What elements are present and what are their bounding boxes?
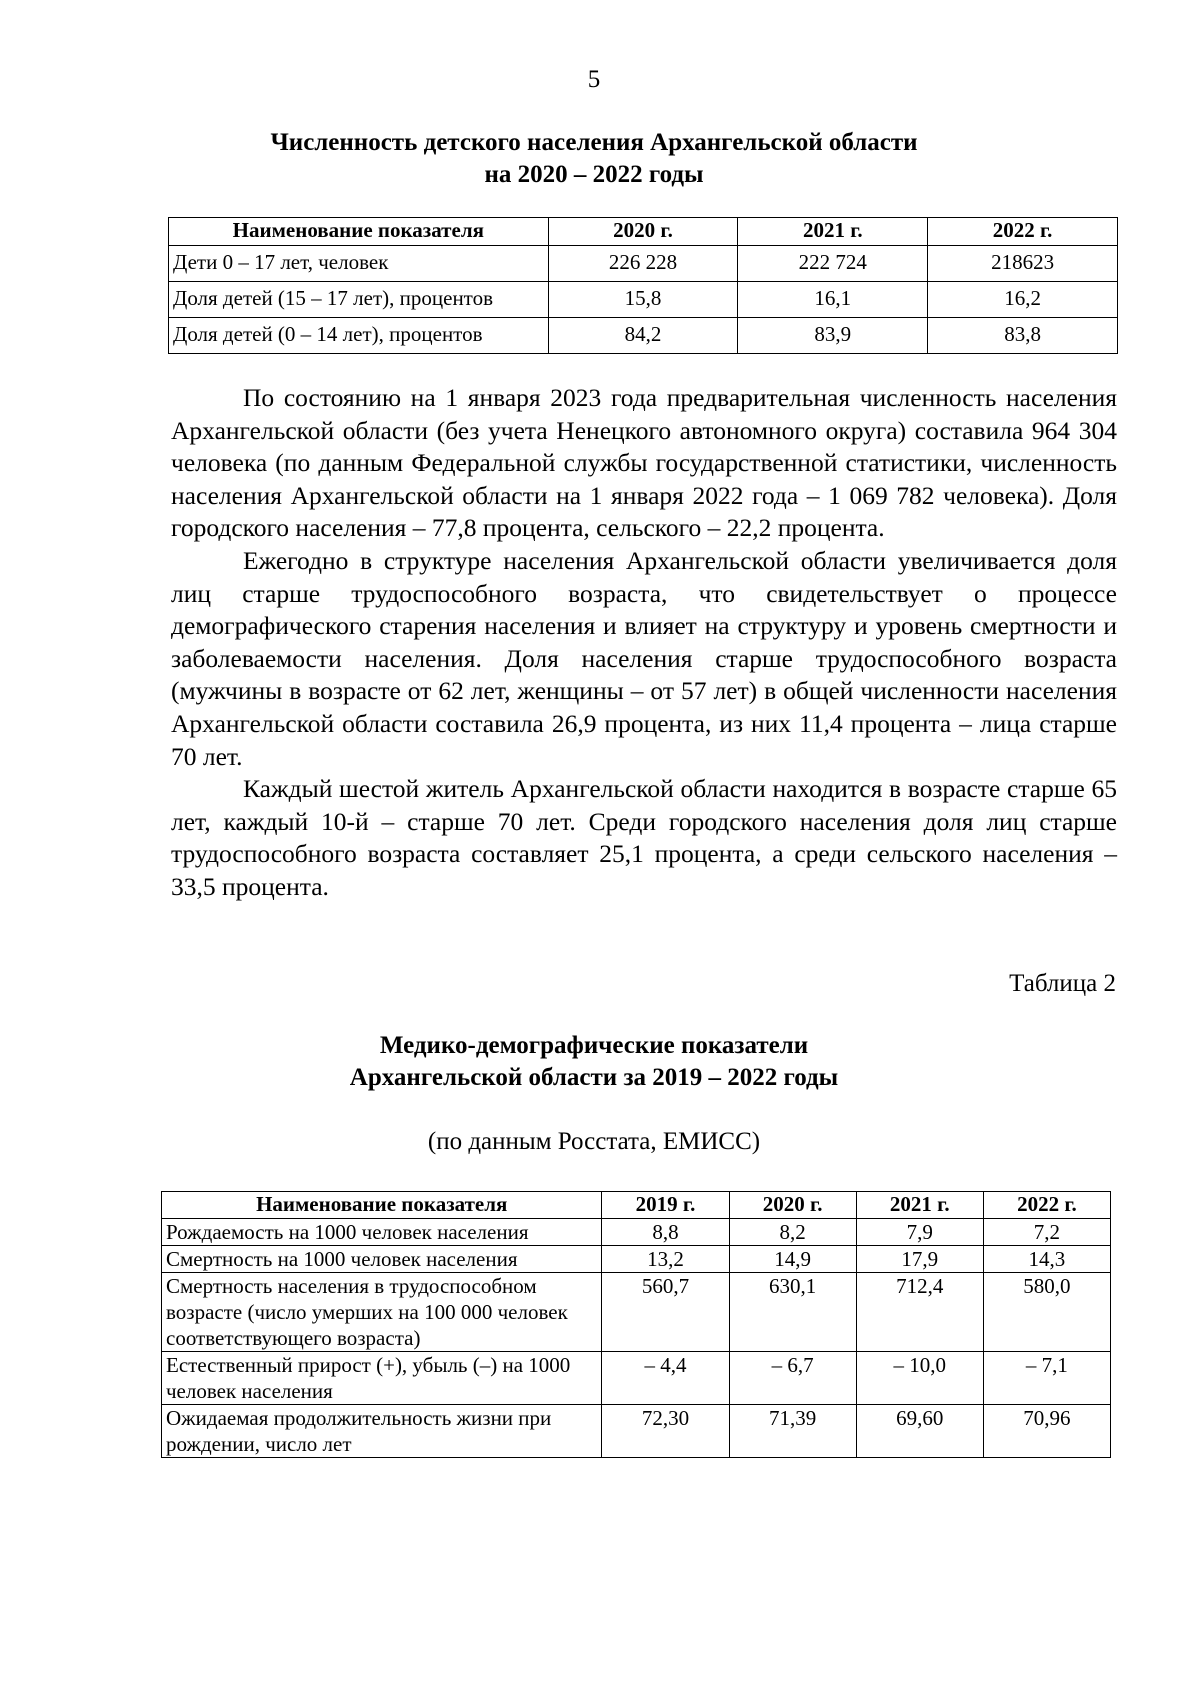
table-cell: 8,2: [729, 1219, 856, 1246]
table-cell: 83,9: [738, 318, 928, 354]
table2-label: Таблица 2: [1009, 970, 1116, 997]
table-cell: – 10,0: [856, 1352, 983, 1405]
table2-title: [0, 1030, 1188, 1094]
table-cell: – 7,1: [983, 1352, 1110, 1405]
row-label: Рождаемость на 1000 человек населения: [162, 1219, 602, 1246]
table-row: [162, 1352, 1111, 1405]
table-cell: 16,2: [928, 282, 1118, 318]
table-cell: 630,1: [729, 1273, 856, 1352]
table-cell: 70,96: [983, 1405, 1110, 1458]
table2-source: (по данным Росстата, ЕМИСС): [427, 1128, 761, 1155]
table1-title-line2: на 2020 – 2022 годы: [484, 161, 704, 188]
table-cell: 15,8: [548, 282, 738, 318]
column-header: 2021 г.: [738, 218, 928, 246]
page-number: 5: [587, 66, 601, 93]
column-header: 2020 г.: [729, 1192, 856, 1219]
table2-title-line1: Медико-демографические показатели: [379, 1032, 809, 1059]
table-cell: 72,30: [602, 1405, 729, 1458]
row-label: Смертность населения в трудоспособном возрасте (число умерших на 100 000 человек соответствующего возраста): [162, 1273, 602, 1352]
column-header: 2019 г.: [602, 1192, 729, 1219]
table-cell: 218623: [928, 246, 1118, 282]
table-cell: 560,7: [602, 1273, 729, 1352]
row-label: Доля детей (0 – 14 лет), процентов: [169, 318, 549, 354]
column-header: 2022 г.: [928, 218, 1118, 246]
table-row: [169, 246, 1118, 282]
column-header: 2022 г.: [983, 1192, 1110, 1219]
table-cell: 226 228: [548, 246, 738, 282]
paragraph: По состоянию на 1 января 2023 года предварительная численность населения Архангельской области (без учета Ненецкого автономного округа) составила 964 304 человека (по данным Федеральной службы государственной статистики, численность населения Архангельской области на 1 января 2022 года – 1 069 782 человека). Доля городского населения – 77,8 процента, сельского – 22,2 процента.: [171, 383, 1117, 543]
column-header: 2021 г.: [856, 1192, 983, 1219]
table-cell: 83,8: [928, 318, 1118, 354]
row-label: Смертность на 1000 человек населения: [162, 1246, 602, 1273]
paragraph: Каждый шестой житель Архангельской области находится в возрасте старше 65 лет, каждый 10-й – старше 70 лет. Среди городского населения доля лиц старше трудоспособного возраста составляет 25,1 процента, а среди сельского населения – 33,5 процента.: [171, 774, 1117, 901]
table-row: [169, 282, 1118, 318]
table-header-row: [162, 1192, 1111, 1219]
children-population-table: [168, 217, 1118, 354]
table-cell: 16,1: [738, 282, 928, 318]
table-cell: 71,39: [729, 1405, 856, 1458]
row-label: Естественный прирост (+), убыль (–) на 1000 человек населения: [162, 1352, 602, 1405]
column-header: 2020 г.: [548, 218, 738, 246]
table1-title-line1: Численность детского населения Архангельской области: [270, 129, 918, 156]
table-cell: 8,8: [602, 1219, 729, 1246]
table-cell: 7,2: [983, 1219, 1110, 1246]
medico-demographic-table: [161, 1191, 1111, 1458]
table1-title: [0, 127, 1188, 191]
paragraph: Ежегодно в структуре населения Архангельской области увеличивается доля лиц старше трудоспособного возраста, что свидетельствует о процессе демографического старения населения и влияет на структуру и уровень смертности и заболеваемости населения. Доля населения старше трудоспособного возраста (мужчины в возрасте от 62 лет, женщины – от 57 лет) в общей численности населения Архангельской области составила 26,9 процента, из них 11,4 процента – лица старше 70 лет.: [171, 545, 1117, 771]
table-cell: 712,4: [856, 1273, 983, 1352]
row-label: Доля детей (15 – 17 лет), процентов: [169, 282, 549, 318]
table-row: [162, 1246, 1111, 1273]
column-header: Наименование показателя: [169, 218, 549, 246]
table-cell: – 4,4: [602, 1352, 729, 1405]
table-cell: 84,2: [548, 318, 738, 354]
body-text: [171, 382, 1117, 904]
table-cell: 222 724: [738, 246, 928, 282]
table2-title-line2: Архангельской области за 2019 – 2022 годы: [349, 1064, 839, 1091]
table-cell: 69,60: [856, 1405, 983, 1458]
row-label: Ожидаемая продолжительность жизни при рождении, число лет: [162, 1405, 602, 1458]
table-header-row: [169, 218, 1118, 246]
table-cell: 7,9: [856, 1219, 983, 1246]
table-cell: 13,2: [602, 1246, 729, 1273]
table-row: [162, 1219, 1111, 1246]
table-cell: – 6,7: [729, 1352, 856, 1405]
table-cell: 14,3: [983, 1246, 1110, 1273]
table-row: [169, 318, 1118, 354]
row-label: Дети 0 – 17 лет, человек: [169, 246, 549, 282]
table-row: [162, 1405, 1111, 1458]
table-cell: 14,9: [729, 1246, 856, 1273]
table-cell: 17,9: [856, 1246, 983, 1273]
table-cell: 580,0: [983, 1273, 1110, 1352]
column-header: Наименование показателя: [162, 1192, 602, 1219]
table-row: [162, 1273, 1111, 1352]
